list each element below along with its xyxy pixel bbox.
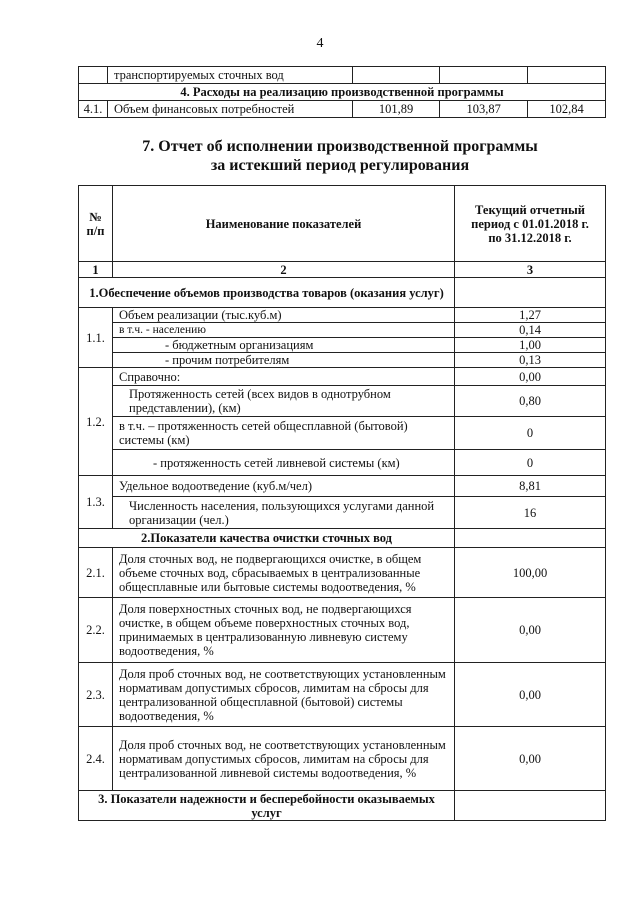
row-label: Объем финансовых потребностей (107, 101, 352, 118)
row-number: 1.2. (79, 368, 113, 476)
table-row (79, 386, 606, 417)
section-2-title: 2.Показатели качества очистки сточных вод (79, 529, 455, 548)
row-label: Протяженность сетей (всех видов в однотрубном представлении), (км) (113, 386, 455, 417)
table-row (79, 338, 606, 353)
value-cell: 0,13 (455, 353, 606, 368)
section-1-title: 1.Обеспечение объемов производства товаров (оказания услуг) (79, 278, 455, 308)
table-row (79, 450, 606, 476)
header-name: Наименование показателей (113, 186, 455, 262)
row-number: 2.2. (79, 598, 113, 663)
header-row (79, 186, 606, 262)
table-row (79, 353, 606, 368)
value-cell: 16 (455, 497, 606, 529)
table-row (79, 598, 606, 663)
column-numbers-row (79, 262, 606, 278)
column-number: 2 (113, 262, 455, 278)
header-num: № п/п (79, 186, 113, 262)
section-row (79, 529, 606, 548)
row-label: Доля сточных вод, не подвергающихся очистке, в общем объеме сточных вод, сбрасываемых в централизованные общесплавные или бытовые системы водоотведения, % (113, 548, 455, 598)
value-cell: 1,27 (455, 308, 606, 323)
row-number: 4.1. (79, 101, 108, 118)
section-row (79, 278, 606, 308)
table-row (79, 727, 606, 791)
table-row (79, 497, 606, 529)
row-label: Доля проб сточных вод, не соответствующих установленным нормативам допустимых сбросов, лимитам на сбросы для централизованной ливневой системы водоотведения, % (113, 727, 455, 791)
value-cell: 100,00 (455, 548, 606, 598)
report-title-line-2: за истекший период регулирования (210, 157, 470, 174)
row-number: 2.1. (79, 548, 113, 598)
report-title-line-1: 7. Отчет об исполнении производственной программы (142, 138, 538, 155)
production-program-table-continued (78, 66, 606, 118)
row-label: в т.ч. – протяженность сетей общесплавной (бытовой) системы (км) (113, 417, 455, 450)
table-row (79, 67, 606, 84)
row-number: 1.1. (79, 308, 113, 368)
row-label: - протяженность сетей ливневой системы (км) (113, 450, 455, 476)
value-cell: 1,00 (455, 338, 606, 353)
column-number: 1 (79, 262, 113, 278)
value-cell: 8,81 (455, 476, 606, 497)
value-cell: 103,87 (440, 101, 528, 118)
row-label: Объем реализации (тыс.куб.м) (113, 308, 455, 323)
value-cell: 0 (455, 417, 606, 450)
value-cell: 0,00 (455, 663, 606, 727)
table-row (79, 368, 606, 386)
report-table (78, 185, 606, 821)
value-cell: 101,89 (352, 101, 440, 118)
row-label: Численность населения, пользующихся услугами данной организации (чел.) (113, 497, 455, 529)
row-label: Удельное водоотведение (куб.м/чел) (113, 476, 455, 497)
row-number: 2.3. (79, 663, 113, 727)
value-cell: 0,14 (455, 323, 606, 338)
table-row (79, 101, 606, 118)
row-number: 2.4. (79, 727, 113, 791)
value-cell: 0 (455, 450, 606, 476)
row-label: - бюджетным организациям (113, 338, 455, 353)
value-cell: 0,00 (455, 598, 606, 663)
page-number: 4 (316, 36, 324, 51)
value-cell: 0,80 (455, 386, 606, 417)
row-label: транспортируемых сточных вод (107, 67, 352, 84)
table-row (79, 548, 606, 598)
section-row (79, 791, 606, 821)
row-label: Доля поверхностных сточных вод, не подвергающихся очистке, в общем объеме поверхностных сточных вод, принимаемых в централизованную ливневую систему водоотведения, % (113, 598, 455, 663)
value-cell: 102,84 (528, 101, 606, 118)
header-period: Текущий отчетный период с 01.01.2018 г. по 31.12.2018 г. (455, 186, 606, 262)
table-row (79, 663, 606, 727)
table-row (79, 308, 606, 323)
section-3-title: 3. Показатели надежности и бесперебойности оказываемых услуг (79, 791, 455, 821)
table-row (79, 476, 606, 497)
value-cell: 0,00 (455, 368, 606, 386)
table-row (79, 323, 606, 338)
row-label: в т.ч. - населению (113, 323, 455, 338)
table-row (79, 417, 606, 450)
value-cell: 0,00 (455, 727, 606, 791)
report-title (0, 137, 640, 175)
row-label: Доля проб сточных вод, не соответствующих установленным нормативам допустимых сбросов, лимитам на сбросы для централизованной общесплавной (бытовой) системы водоотведения, % (113, 663, 455, 727)
row-label: Справочно: (113, 368, 455, 386)
row-number: 1.3. (79, 476, 113, 529)
column-number: 3 (455, 262, 606, 278)
table-row (79, 84, 606, 101)
section-4-title: 4. Расходы на реализацию производственной программы (79, 84, 606, 101)
row-label: - прочим потребителям (113, 353, 455, 368)
